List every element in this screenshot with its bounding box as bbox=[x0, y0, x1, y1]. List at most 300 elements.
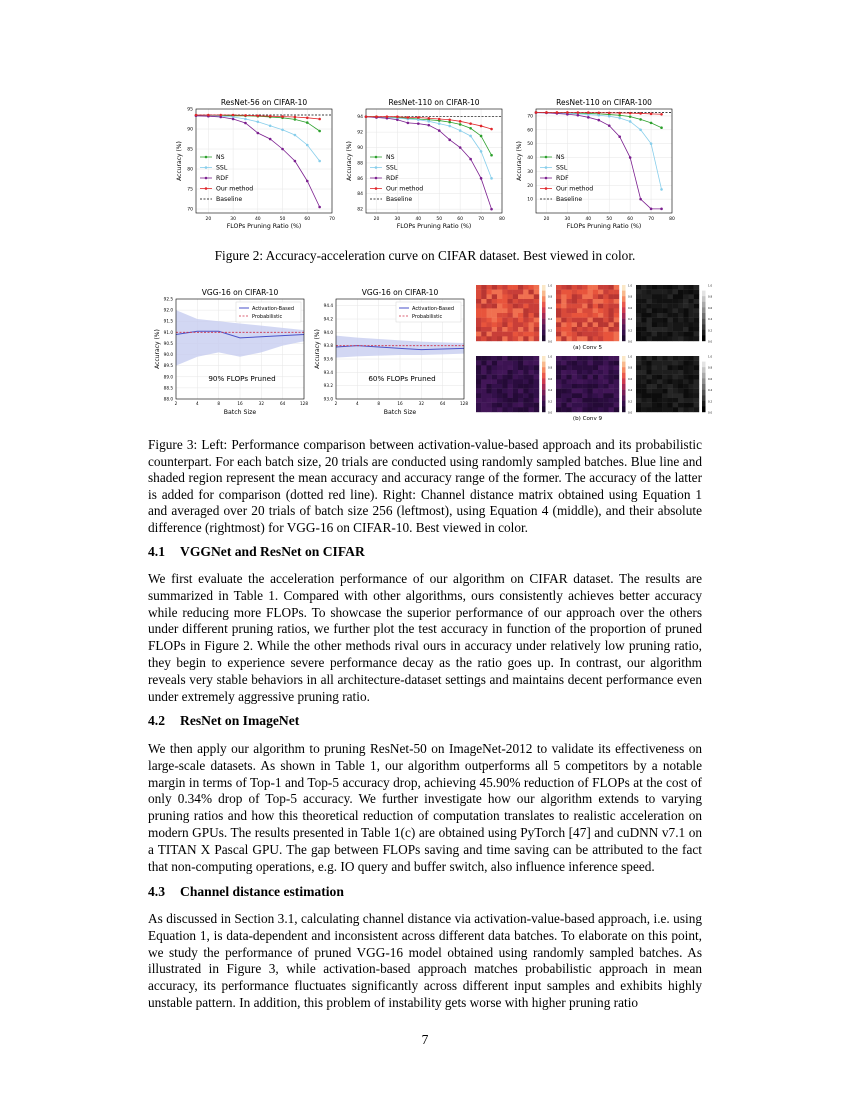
heatmap-cell bbox=[647, 389, 652, 394]
heatmap-cell bbox=[657, 322, 662, 327]
heatmap-cell bbox=[567, 327, 572, 332]
data-point bbox=[448, 118, 451, 121]
heatmap-cell bbox=[662, 308, 667, 313]
heatmap-cell bbox=[668, 384, 673, 389]
heatmap-cell bbox=[652, 384, 657, 389]
heatmap-cell bbox=[567, 285, 572, 290]
colorbar-segment bbox=[622, 324, 626, 330]
heatmap-cell bbox=[523, 332, 528, 337]
heatmap-cell bbox=[513, 299, 518, 304]
figure-2-charts bbox=[168, 95, 678, 240]
heatmap-cell bbox=[657, 365, 662, 370]
heatmap-cell bbox=[487, 313, 492, 318]
heatmap-cell bbox=[593, 332, 598, 337]
heatmap-cell bbox=[609, 393, 614, 398]
y-tick-label: 92.0 bbox=[163, 307, 173, 313]
colorbar-tick: 0.2 bbox=[548, 400, 553, 404]
heatmap-cell bbox=[603, 365, 608, 370]
colorbar-tick: 0.0 bbox=[628, 411, 633, 415]
heatmap-cell bbox=[683, 379, 688, 384]
y-tick-label: 94 bbox=[357, 115, 363, 121]
data-point bbox=[618, 117, 621, 120]
heatmap-cell bbox=[603, 308, 608, 313]
heatmap-cell bbox=[694, 379, 699, 384]
heatmap-cell bbox=[641, 285, 646, 290]
heatmap-cell bbox=[678, 308, 683, 313]
heatmap-cell bbox=[529, 356, 534, 361]
heatmap-cell bbox=[523, 375, 528, 380]
heatmap-cell bbox=[641, 299, 646, 304]
heatmap-cell bbox=[502, 375, 507, 380]
data-point bbox=[318, 118, 321, 121]
heatmap-cell bbox=[572, 384, 577, 389]
heatmap-cell bbox=[614, 389, 619, 394]
heatmap-cell bbox=[508, 389, 513, 394]
heatmap-cell bbox=[694, 365, 699, 370]
section-4-1-text: We first evaluate the acceleration performance of our algorithm on CIFAR dataset. The results are summarized in Table 1. Compared with other algorithms, ours consistently achieves better accuracy while reducing more FLOPs. To showcase the superior performance of our approach over the others under different pruning ratios, we further plot the test accuracy in function of the proportion of pruned FLOPs in Figure 2. While the other methods rival ours in accuracy under relatively low pruning ratio, they begin to experience severe performance decay as the ratio goes up. In contrast, our algorithm reveals very stable behaviors in all architecture-dataset settings and maintains decent performance even under extremely aggressive pruning ratio. bbox=[148, 571, 702, 704]
y-tick-label: 94.0 bbox=[323, 329, 333, 335]
heatmap-cell bbox=[481, 403, 486, 408]
heatmap-cell bbox=[673, 294, 678, 299]
heatmap-cell bbox=[561, 294, 566, 299]
section-number: 4.2 bbox=[148, 713, 165, 728]
data-point bbox=[480, 150, 483, 153]
heatmap-cell bbox=[567, 356, 572, 361]
data-point bbox=[469, 158, 472, 161]
heatmap-cell bbox=[673, 332, 678, 337]
heatmap-cell bbox=[657, 299, 662, 304]
heatmap-cell bbox=[508, 318, 513, 323]
heatmap-cell bbox=[529, 332, 534, 337]
heatmap-cell bbox=[668, 290, 673, 295]
colorbar-segment bbox=[542, 330, 546, 336]
x-tick-label: 80 bbox=[669, 217, 675, 222]
heatmap-cell bbox=[492, 403, 497, 408]
heatmap-cell bbox=[636, 299, 641, 304]
heatmap-cell bbox=[652, 308, 657, 313]
section-4-3-text: As discussed in Section 3.1, calculating channel distance via activation-value-based approach, i.e. using Equation 1, is data-dependent and inconsistent across different data batches. To elaborate on this point, we study the performance of pruned VGG-16 model obtained using randomly sampled batches. As illustrated in Figure 3, while activation-based approach matches probabilistic approach in mean accuracy, its performance fluctuates significantly across different input samples and exhibits highly unstable pattern. In addition, this problem of instability gets worse with higher pruning ratio bbox=[148, 911, 702, 1010]
section-4-2-text: We then apply our algorithm to pruning ResNet-50 on ImageNet-2012 to validate its effectiveness on large-scale datasets. As shown in Table 1, our algorithm outperforms all 5 competitors by a notable margin in terms of Top-1 and Top-5 accuracy drop, achieving 45.90% reduction of FLOPs at the cost of only 0.34% drop of Top-5 accuracy. We further investigate how our algorithm extends to varying pruning ratios and how this theoretical reduction of computation translates to realistic acceleration on modern GPUs. The results presented in Table 1(c) are obtained using PyTorch [47] and cuDNN v7.1 on a TITAN X Pascal GPU. The gap between FLOPs saving and time saving can be attributed to the fact that non-computing operations, e.g. IO query and buffer switch, also influence inference speed. bbox=[148, 741, 702, 874]
heatmap-cell bbox=[508, 379, 513, 384]
heatmap-cell bbox=[577, 285, 582, 290]
colorbar-tick: 0.2 bbox=[628, 329, 633, 333]
heatmap-cell bbox=[534, 290, 539, 295]
section-title: ResNet on ImageNet bbox=[180, 713, 300, 728]
heatmap-cell bbox=[529, 304, 534, 309]
section-heading-4-3 bbox=[148, 884, 344, 900]
colorbar-segment bbox=[622, 335, 626, 341]
heatmap-cell bbox=[588, 365, 593, 370]
heatmap-cell bbox=[556, 332, 561, 337]
heatmap-cell bbox=[577, 327, 582, 332]
heatmap-cell bbox=[668, 299, 673, 304]
heatmap-cell bbox=[683, 407, 688, 412]
heatmap-cell bbox=[513, 304, 518, 309]
heatmap-cell bbox=[598, 322, 603, 327]
heatmap-cell bbox=[593, 398, 598, 403]
heatmap-cell bbox=[603, 379, 608, 384]
legend-marker bbox=[375, 177, 378, 180]
heatmap-cell bbox=[588, 389, 593, 394]
heatmap-cell bbox=[641, 322, 646, 327]
heatmap-cell bbox=[598, 403, 603, 408]
heatmap-cell bbox=[662, 299, 667, 304]
heatmap-cell bbox=[636, 365, 641, 370]
heatmap-cell bbox=[603, 398, 608, 403]
heatmap-cell bbox=[603, 384, 608, 389]
heatmap-cell bbox=[636, 332, 641, 337]
data-point bbox=[597, 114, 600, 117]
data-point bbox=[294, 116, 297, 119]
heatmap-cell bbox=[657, 318, 662, 323]
colorbar-tick: 0.4 bbox=[548, 389, 553, 393]
heatmap-cell bbox=[603, 327, 608, 332]
heatmap-cell bbox=[523, 403, 528, 408]
heatmap-cell bbox=[518, 403, 523, 408]
chart-annotation: 60% FLOPs Pruned bbox=[368, 374, 436, 383]
heatmap-cell bbox=[683, 398, 688, 403]
heatmap-cell bbox=[598, 407, 603, 412]
heatmap-cell bbox=[689, 356, 694, 361]
heatmap-cell bbox=[481, 299, 486, 304]
heatmap-cell bbox=[614, 365, 619, 370]
heatmap-cell bbox=[513, 403, 518, 408]
colorbar-tick: 0.8 bbox=[708, 295, 713, 299]
colorbar-segment bbox=[622, 373, 626, 379]
heatmap-cell bbox=[508, 299, 513, 304]
heatmap-cell bbox=[481, 356, 486, 361]
heatmap-cell bbox=[497, 356, 502, 361]
heatmap-cell bbox=[614, 407, 619, 412]
heatmap-cell bbox=[641, 356, 646, 361]
heatmap-cell bbox=[647, 332, 652, 337]
heatmap-cell bbox=[588, 290, 593, 295]
y-tick-label: 90.0 bbox=[163, 352, 173, 358]
data-point bbox=[407, 116, 410, 119]
heatmap-cell bbox=[556, 389, 561, 394]
heatmap-cell bbox=[572, 322, 577, 327]
heatmap-cell bbox=[518, 361, 523, 366]
y-tick-label: 89.5 bbox=[163, 363, 173, 369]
heatmap-cell bbox=[567, 389, 572, 394]
heatmap-cell bbox=[636, 379, 641, 384]
heatmap-cell bbox=[534, 322, 539, 327]
heatmap-cell bbox=[636, 356, 641, 361]
heatmap-cell bbox=[673, 313, 678, 318]
heatmap-cell bbox=[476, 384, 481, 389]
heatmap-cell bbox=[673, 370, 678, 375]
heatmap-cell bbox=[652, 318, 657, 323]
data-point bbox=[219, 114, 222, 117]
heatmap-cell bbox=[588, 313, 593, 318]
heatmap-cell bbox=[694, 336, 699, 341]
heatmap-cell bbox=[572, 398, 577, 403]
heatmap-cell bbox=[529, 322, 534, 327]
heatmap-cell bbox=[529, 384, 534, 389]
heatmap-cell bbox=[668, 370, 673, 375]
colorbar-segment bbox=[622, 302, 626, 308]
heatmap-cell bbox=[561, 365, 566, 370]
heatmap-cell bbox=[652, 375, 657, 380]
heatmap-cell bbox=[556, 336, 561, 341]
colorbar-tick: 0.6 bbox=[708, 306, 713, 310]
data-point bbox=[629, 156, 632, 159]
y-tick-label: 90 bbox=[187, 127, 193, 133]
data-point bbox=[459, 129, 462, 132]
heatmap-cell bbox=[609, 304, 614, 309]
heatmap-cell bbox=[689, 332, 694, 337]
heatmap-cell bbox=[636, 285, 641, 290]
heatmap-cell bbox=[598, 318, 603, 323]
y-tick-label: 93.6 bbox=[323, 356, 333, 362]
heatmap-cell bbox=[497, 336, 502, 341]
data-point bbox=[587, 116, 590, 119]
legend-marker bbox=[375, 166, 378, 169]
colorbar-segment bbox=[622, 319, 626, 325]
heatmap-cell bbox=[567, 375, 572, 380]
colorbar-tick: 1.0 bbox=[548, 355, 553, 359]
heatmap-cell bbox=[668, 403, 673, 408]
colorbar-segment bbox=[622, 356, 626, 362]
heatmap-cell bbox=[641, 308, 646, 313]
heatmap-cell bbox=[523, 308, 528, 313]
data-point bbox=[417, 116, 420, 119]
heatmap-cell bbox=[668, 379, 673, 384]
heatmap-cell bbox=[492, 375, 497, 380]
heatmap-cell bbox=[582, 318, 587, 323]
heatmap-cell bbox=[577, 308, 582, 313]
colorbar-segment bbox=[702, 285, 706, 291]
colorbar-segment bbox=[542, 307, 546, 313]
heatmap-cell bbox=[492, 384, 497, 389]
heatmap-cell bbox=[678, 389, 683, 394]
heatmap-cell bbox=[476, 313, 481, 318]
heatmap-cell bbox=[481, 379, 486, 384]
x-tick-label: 30 bbox=[230, 217, 236, 222]
heatmap-cell bbox=[683, 403, 688, 408]
heatmap-cell bbox=[694, 403, 699, 408]
heatmap-cell bbox=[508, 384, 513, 389]
heatmap-cell bbox=[508, 308, 513, 313]
data-point bbox=[306, 117, 309, 120]
heatmap-cell bbox=[577, 370, 582, 375]
heatmap-cell bbox=[694, 370, 699, 375]
heatmap-cell bbox=[502, 356, 507, 361]
heatmap-cell bbox=[481, 361, 486, 366]
data-point bbox=[629, 120, 632, 123]
x-tick-label: 2 bbox=[174, 401, 178, 406]
heatmap-cell bbox=[636, 290, 641, 295]
heatmap-cell bbox=[678, 361, 683, 366]
heatmap-cell bbox=[492, 393, 497, 398]
heatmap-cell bbox=[609, 370, 614, 375]
heatmap-cell bbox=[614, 370, 619, 375]
heatmap-cell bbox=[603, 318, 608, 323]
distance-heatmap bbox=[556, 284, 632, 344]
heatmap-cell bbox=[662, 327, 667, 332]
heatmap-cell bbox=[513, 308, 518, 313]
heatmap-cell bbox=[508, 294, 513, 299]
heatmap-cell bbox=[636, 294, 641, 299]
legend-label: RDF bbox=[216, 175, 229, 183]
heatmap-cell bbox=[657, 379, 662, 384]
chart-title: ResNet-110 on CIFAR-100 bbox=[556, 98, 652, 107]
data-point bbox=[438, 129, 441, 132]
heatmap-cell bbox=[534, 375, 539, 380]
heatmap-cell bbox=[487, 398, 492, 403]
heatmap-cell bbox=[582, 304, 587, 309]
heatmap-cell bbox=[678, 407, 683, 412]
data-point bbox=[318, 130, 321, 133]
heatmap-cell bbox=[582, 365, 587, 370]
legend bbox=[396, 302, 461, 322]
legend-label: RDF bbox=[386, 175, 399, 183]
colorbar-segment bbox=[622, 384, 626, 390]
heatmap-cell bbox=[481, 407, 486, 412]
heatmap-cell bbox=[694, 389, 699, 394]
heatmap-cell bbox=[487, 322, 492, 327]
heatmap-cell bbox=[582, 393, 587, 398]
chart-annotation: 90% FLOPs Pruned bbox=[208, 374, 276, 383]
colorbar-segment bbox=[622, 395, 626, 401]
legend-label: Baseline bbox=[556, 196, 583, 204]
heatmap-cell bbox=[598, 313, 603, 318]
heatmap-cell bbox=[662, 389, 667, 394]
heatmap-cell bbox=[529, 379, 534, 384]
heatmap-cell bbox=[481, 285, 486, 290]
heatmap-cell bbox=[652, 294, 657, 299]
heatmap-cell bbox=[497, 407, 502, 412]
heatmap-cell bbox=[689, 318, 694, 323]
heatmap-cell bbox=[556, 308, 561, 313]
data-point bbox=[417, 122, 420, 125]
heatmap-cell bbox=[603, 361, 608, 366]
heatmap-cell bbox=[556, 375, 561, 380]
x-tick-label: 128 bbox=[460, 401, 468, 406]
heatmap-cell bbox=[567, 403, 572, 408]
heatmap-cell bbox=[556, 285, 561, 290]
heatmap-cell bbox=[609, 327, 614, 332]
heatmap-cell bbox=[641, 403, 646, 408]
heatmap-cell bbox=[689, 393, 694, 398]
heatmap-cell bbox=[534, 370, 539, 375]
heatmap-cell bbox=[588, 318, 593, 323]
colorbar-tick: 0.8 bbox=[628, 295, 633, 299]
heatmap-cell bbox=[668, 389, 673, 394]
heatmap-cell bbox=[683, 370, 688, 375]
heatmap-cell bbox=[534, 403, 539, 408]
heatmap-cell bbox=[513, 384, 518, 389]
data-point bbox=[281, 115, 284, 118]
colorbar-segment bbox=[622, 367, 626, 373]
heatmap-cell bbox=[534, 398, 539, 403]
data-point bbox=[257, 115, 260, 118]
heatmap-cell bbox=[523, 379, 528, 384]
heatmap-cell bbox=[647, 290, 652, 295]
heatmap-cell bbox=[588, 403, 593, 408]
heatmap-cell bbox=[609, 308, 614, 313]
heatmap-cell bbox=[492, 379, 497, 384]
x-tick-label: 30 bbox=[564, 217, 571, 222]
colorbar-segment bbox=[622, 378, 626, 384]
x-tick-label: 40 bbox=[415, 217, 422, 222]
heatmap-cell bbox=[513, 393, 518, 398]
heatmap-cell bbox=[657, 327, 662, 332]
x-tick-label: 80 bbox=[499, 217, 505, 222]
colorbar-tick: 0.8 bbox=[548, 295, 553, 299]
heatmap-cell bbox=[614, 361, 619, 366]
data-point bbox=[417, 118, 420, 121]
heatmap-cell bbox=[662, 379, 667, 384]
data-point bbox=[608, 124, 611, 127]
x-tick-label: 50 bbox=[606, 217, 613, 222]
heatmap-cell bbox=[609, 389, 614, 394]
heatmap-cell bbox=[572, 294, 577, 299]
heatmap-cell bbox=[556, 407, 561, 412]
data-point bbox=[650, 113, 653, 116]
heatmap-cell bbox=[652, 370, 657, 375]
heatmap-cell bbox=[609, 375, 614, 380]
heatmap-cell bbox=[593, 370, 598, 375]
heatmap-cell bbox=[476, 294, 481, 299]
heatmap-cell bbox=[561, 403, 566, 408]
heatmap-cell bbox=[582, 327, 587, 332]
heatmap-cell bbox=[614, 356, 619, 361]
data-point bbox=[459, 123, 462, 126]
legend-label: Our method bbox=[556, 185, 594, 193]
vgg-chart-0 bbox=[154, 288, 308, 416]
heatmap-cell bbox=[683, 327, 688, 332]
heatmap-cell bbox=[556, 313, 561, 318]
heatmap-cell bbox=[652, 393, 657, 398]
heatmap-cell bbox=[614, 393, 619, 398]
colorbar-tick: 0.4 bbox=[708, 389, 713, 393]
heatmap-cell bbox=[609, 313, 614, 318]
y-tick-label: 60 bbox=[527, 128, 533, 134]
heatmap-cell bbox=[593, 308, 598, 313]
colorbar-segment bbox=[702, 367, 706, 373]
data-point bbox=[480, 125, 483, 128]
heatmap-cell bbox=[683, 294, 688, 299]
heatmap-cell bbox=[641, 361, 646, 366]
colorbar-tick: 0.6 bbox=[548, 306, 553, 310]
page-number: 7 bbox=[421, 1032, 429, 1047]
heatmap-cell bbox=[508, 398, 513, 403]
heatmap-cell bbox=[678, 290, 683, 295]
heatmap-cell bbox=[598, 332, 603, 337]
colorbar-segment bbox=[622, 406, 626, 412]
heatmap-cell bbox=[497, 304, 502, 309]
heatmap-cell bbox=[572, 332, 577, 337]
heatmap-cell bbox=[492, 304, 497, 309]
colorbar-segment bbox=[542, 367, 546, 373]
heatmap-cell bbox=[694, 384, 699, 389]
heatmap-cell bbox=[492, 285, 497, 290]
heatmap-cell bbox=[652, 361, 657, 366]
heatmap-cell bbox=[487, 403, 492, 408]
heatmap-cell bbox=[502, 365, 507, 370]
y-tick-label: 30 bbox=[527, 169, 533, 175]
heatmap-cell bbox=[598, 365, 603, 370]
heatmap-cell bbox=[689, 384, 694, 389]
heatmap-cell bbox=[529, 361, 534, 366]
heatmap-cell bbox=[647, 384, 652, 389]
heatmap-cell bbox=[588, 294, 593, 299]
heatmap-cell bbox=[678, 327, 683, 332]
heatmap-cell bbox=[561, 407, 566, 412]
x-tick-label: 70 bbox=[329, 217, 335, 222]
colorbar-segment bbox=[542, 406, 546, 412]
